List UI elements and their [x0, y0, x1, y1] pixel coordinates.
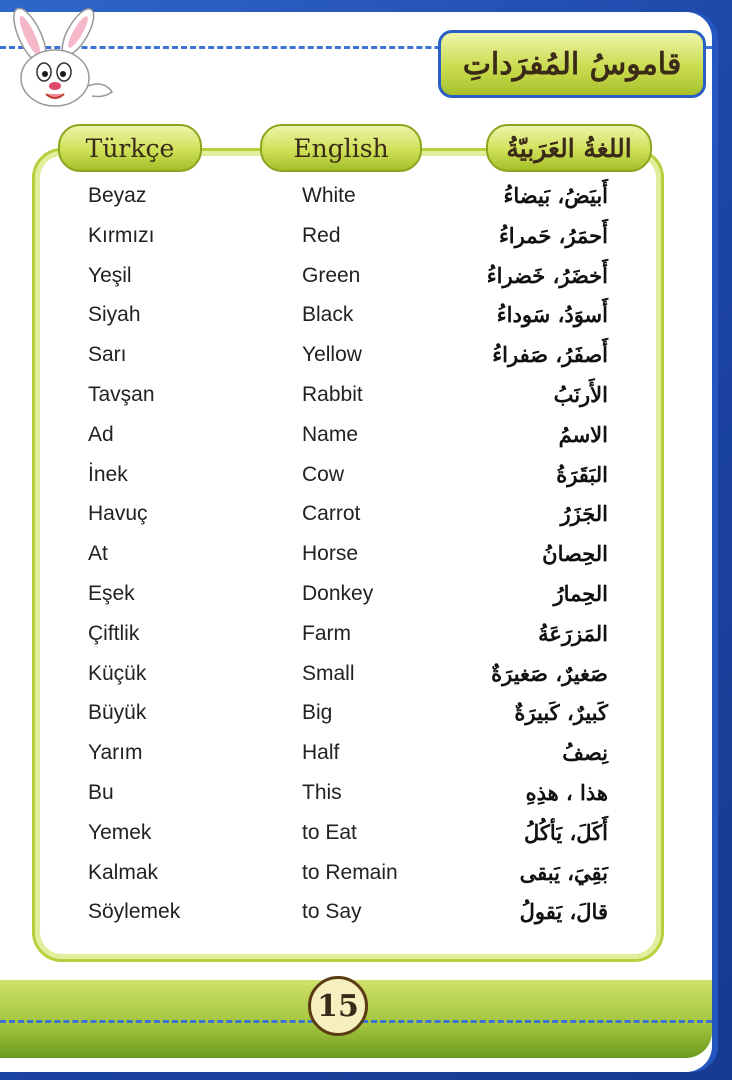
english-word: Donkey: [302, 582, 374, 605]
vocab-row: [0, 534, 712, 574]
arabic-word: أَبيَضُ، بَيضاءُ: [503, 183, 608, 208]
turkish-word: İnek: [88, 462, 128, 486]
english-word: This: [302, 781, 342, 804]
vocab-row: [0, 892, 712, 932]
vocab-row: [0, 415, 712, 455]
arabic-word: قالَ، يَقولُ: [519, 899, 608, 925]
vocab-row: [0, 654, 712, 694]
turkish-word: Tavşan: [88, 383, 155, 406]
turkish-word: Söylemek: [88, 900, 181, 924]
arabic-word: الحِمارُ: [553, 581, 608, 606]
column-header-turkish: Türkçe: [58, 124, 202, 172]
english-word: Horse: [302, 542, 359, 566]
column-header-english: English: [260, 124, 422, 172]
vocab-row: [0, 216, 712, 256]
turkish-word: Bu: [88, 781, 114, 804]
arabic-word: صَغيرٌ، صَغيرَةٌ: [491, 660, 608, 686]
arabic-word: الجَزَرُ: [560, 501, 608, 527]
english-word: White: [302, 184, 356, 207]
arabic-word: أَكَلَ، يَأكُلُ: [524, 819, 608, 845]
arabic-word: نِصفُ: [562, 740, 608, 766]
english-word: Rabbit: [302, 383, 363, 406]
arabic-word: المَزرَعَةُ: [538, 620, 608, 646]
vocab-row: [0, 614, 712, 654]
english-word: Green: [302, 263, 361, 287]
vocab-row: [0, 375, 712, 415]
english-word: Small: [302, 661, 355, 685]
vocab-row: [0, 335, 712, 375]
column-header-arabic: اللغةُ العَرَبيّةُ: [486, 124, 652, 172]
turkish-word: Büyük: [88, 701, 147, 725]
english-word: Yellow: [302, 343, 362, 367]
turkish-word: Havuç: [88, 502, 148, 526]
turkish-word: Yarım: [88, 741, 143, 765]
arabic-word: الأَرنَبُ: [553, 382, 608, 407]
turkish-word: Yeşil: [88, 263, 132, 287]
english-word: Carrot: [302, 502, 361, 526]
arabic-word: الاسمُ: [558, 421, 608, 447]
turkish-word: Kalmak: [88, 860, 159, 884]
page-title-box: [438, 30, 706, 98]
arabic-word: كَبيرٌ، كَبيرَةٌ: [514, 700, 608, 726]
arabic-word: أَحمَرُ، حَمراءُ: [498, 222, 608, 248]
english-word: Cow: [302, 462, 345, 486]
turkish-word: Çiftlik: [88, 621, 140, 645]
turkish-word: Yemek: [88, 820, 152, 844]
vocab-row: [0, 455, 712, 495]
turkish-word: Beyaz: [88, 184, 147, 207]
english-word: to Eat: [302, 820, 357, 844]
page-number: 15: [308, 976, 368, 1036]
arabic-word: البَقَرَةُ: [556, 461, 608, 487]
rabbit-mascot-icon: [0, 6, 120, 116]
vocab-row: [0, 574, 712, 614]
turkish-word: Eşek: [88, 582, 135, 605]
vocab-row: [0, 176, 712, 216]
english-word: Black: [302, 303, 354, 327]
turkish-word: Sarı: [88, 343, 127, 367]
arabic-word: أَصفَرُ، صَفراءُ: [492, 342, 608, 368]
vocab-row: [0, 256, 712, 296]
english-word: Name: [302, 422, 359, 446]
english-word: Half: [302, 741, 340, 765]
arabic-word: بَقِيَ، يَبقى: [519, 859, 608, 885]
english-word: Red: [302, 223, 341, 247]
vocab-row: [0, 853, 712, 893]
english-word: Farm: [302, 621, 351, 645]
vocab-row: [0, 813, 712, 853]
english-word: to Say: [302, 900, 362, 924]
turkish-word: Ad: [88, 422, 114, 446]
english-word: to Remain: [302, 860, 398, 884]
arabic-word: أَسوَدُ، سَوداءُ: [496, 302, 608, 328]
vocab-row: [0, 494, 712, 534]
turkish-word: At: [88, 542, 108, 566]
vocab-row: [0, 773, 712, 813]
turkish-word: Siyah: [88, 303, 141, 327]
vocab-row: [0, 693, 712, 733]
arabic-word: هذا ، هذِهِ: [525, 780, 608, 805]
page-title: قاموسُ المُفرَداتِ: [462, 46, 682, 82]
turkish-word: Küçük: [88, 661, 147, 685]
vocab-row: [0, 733, 712, 773]
arabic-word: الحِصانُ: [542, 541, 608, 567]
english-word: Big: [302, 701, 333, 725]
vocab-row: [0, 295, 712, 335]
turkish-word: Kırmızı: [88, 223, 155, 247]
arabic-word: أَخضَرُ، خَضراءُ: [486, 262, 608, 288]
